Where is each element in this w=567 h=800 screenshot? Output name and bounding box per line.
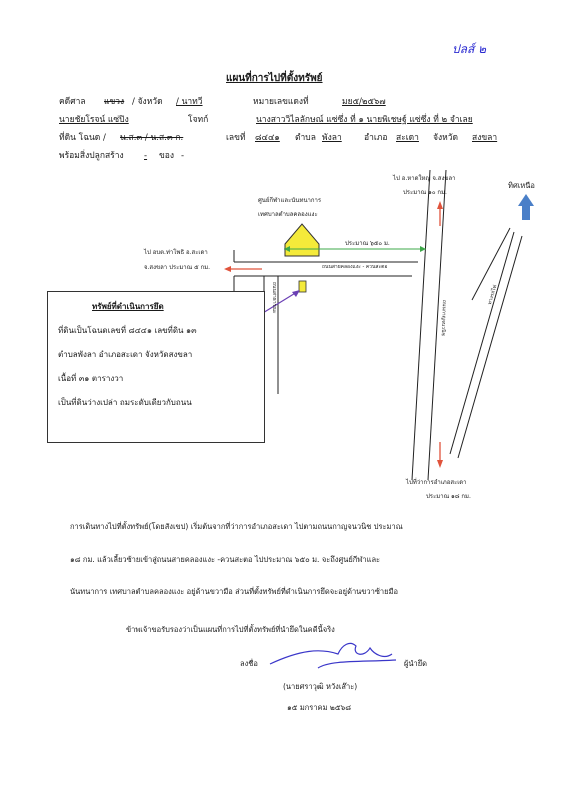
directions-line-3: นันทนาการ เทศบาลตำบลคลองแงะ อยู่ด้านขวามือ ส่วนที่ตั้งทรัพย์ที่ดำเนินการยึดจะอยู่ด้านขวาซ้ายมือ bbox=[70, 587, 398, 596]
buildings-label: พร้อมสิ่งปลูกสร้าง bbox=[59, 151, 124, 161]
distance-label-650: ประมาณ ๖๕๐ ม. bbox=[345, 240, 390, 247]
arrow-north-road-head bbox=[437, 201, 443, 209]
buildings-value: - bbox=[144, 151, 148, 161]
label-district-office: ไปที่ว่าการอำเภอสะเดา bbox=[406, 479, 467, 486]
page-title: แผนที่การไปที่ตั้งทรัพย์ bbox=[226, 73, 323, 84]
page-mark: ปลส์ ๒ bbox=[452, 42, 487, 56]
road-label-khlongngae: ถนนสายคลองแงะ - ควนสะตอ bbox=[322, 264, 388, 270]
signer-role: ผู้นำยึด bbox=[404, 659, 427, 668]
label-thapho-1: ไป อบต.ท่าโพธิ อ.สะเดา bbox=[144, 249, 208, 256]
road-kanchanavanich-left bbox=[412, 170, 430, 480]
subdistrict-label: ตำบล bbox=[295, 133, 316, 143]
land-type-struck: น.ส.๓ / น.ส.๓ ก. bbox=[120, 133, 184, 143]
arrow-west-head bbox=[224, 266, 231, 272]
railway-line-2 bbox=[458, 236, 522, 458]
district-label: อำเภอ bbox=[364, 133, 388, 143]
sign-label: ลงชื่อ bbox=[240, 659, 258, 668]
subdistrict: พังลา bbox=[322, 133, 342, 143]
owner-value: - bbox=[181, 151, 185, 161]
label-hatyai: ไป อ.หาดใหญ่ จ.สงขลา bbox=[393, 175, 456, 182]
defendants: นางสาววิไลลักษณ์ แซ่ซึ่ง ที่ ๑ นายพิเชษฐ์ แซ่ซึ่ง ที่ ๒ จำเลย bbox=[256, 115, 473, 125]
deed-no: ๘๔๔๑ bbox=[255, 133, 280, 143]
court-type: แขวง bbox=[104, 97, 125, 107]
property-box-line-1: ที่ดินเป็นโฉนดเลขที่ ๘๔๔๑ เลขที่ดิน ๑๓ bbox=[58, 326, 197, 335]
pointer-head bbox=[292, 290, 300, 297]
property-info-box bbox=[47, 291, 265, 443]
label-thapho-2: จ.สงขลา ประมาณ ๕ กม. bbox=[144, 264, 211, 271]
case-no-label: หมายเลขแดงที่ bbox=[253, 97, 309, 107]
owner-label: ของ bbox=[159, 151, 175, 161]
directions-line-1: การเดินทางไปที่ตั้งทรัพย์(โดยสังเขป) เริ่มต้นจากที่ว่าการอำเภอสะเดา ไปตามถนนกาญจนวนิช ประมาณ bbox=[70, 522, 403, 531]
railway-label: ทางรถไฟ bbox=[487, 284, 499, 306]
railway-line-1 bbox=[450, 232, 514, 454]
signed-date: ๑๕ มกราคม ๒๕๖๘ bbox=[287, 703, 352, 712]
property-marker bbox=[299, 281, 306, 292]
label-district-office-distance: ประมาณ ๑๘ กม. bbox=[426, 493, 471, 500]
property-box-line-2: ตำบลพังลา อำเภอสะเดา จังหวัดสงขลา bbox=[58, 350, 193, 359]
province: สงขลา bbox=[472, 133, 498, 143]
plaintiff-role: โจทก์ bbox=[188, 115, 209, 125]
property-box-line-4: เป็นที่ดินว่างเปล่า ถมระดับเดียวกับถนน bbox=[58, 398, 192, 407]
signer-name: (นายศราวุฒิ หวังเส๊าะ) bbox=[283, 682, 358, 691]
road-label-kanchanavanich: ถนนกาญจนวนิช bbox=[439, 299, 447, 336]
sports-center-building bbox=[285, 224, 319, 256]
certify-statement: ข้าพเจ้าขอรับรองว่าเป็นแผนที่การไปที่ตั้งทรัพย์ที่นำยึดในคดีนี้จริง bbox=[126, 625, 335, 634]
land-type-label: ที่ดิน โฉนด / bbox=[59, 133, 106, 143]
plaintiff-name: นายชัยโรจน์ แซ่ปิง bbox=[59, 115, 129, 125]
court-place: / นาทวี bbox=[176, 97, 203, 107]
directions-line-2: ๑๘ กม. แล้วเลี้ยวซ้ายเข้าสู่ถนนสายคลองแงะ -ควนสะตอ ไปประมาณ ๖๕๐ ม. จะถึงศูนย์กีฬาและ bbox=[70, 555, 381, 564]
deed-label: เลขที่ bbox=[226, 133, 246, 143]
district: สะเดา bbox=[396, 133, 419, 143]
case-no-value: มย๕/๒๕๖๗ bbox=[342, 97, 386, 107]
center-name-2: เทศบาลตำบลคลองแงะ bbox=[258, 211, 318, 218]
label-hatyai-distance: ประมาณ ๑๐ กม. bbox=[403, 189, 447, 196]
center-name-1: ศูนย์กีฬาและนันทนาการ bbox=[258, 197, 322, 204]
province-label: จังหวัด bbox=[433, 133, 459, 143]
north-arrow-shaft bbox=[522, 204, 530, 220]
property-box-heading: ทรัพย์ที่ดำเนินการยึด bbox=[92, 302, 164, 311]
court-province-label: / จังหวัด bbox=[132, 97, 163, 107]
arrow-south-road-head bbox=[437, 460, 443, 468]
signature bbox=[270, 643, 396, 668]
property-box-line-3: เนื้อที่ ๓๑ ตารางวา bbox=[58, 374, 124, 383]
north-arrow-head bbox=[518, 194, 534, 206]
north-label: ทิศเหนือ bbox=[508, 181, 535, 190]
court-label: คดีศาล bbox=[59, 97, 86, 107]
road-label-side: ถนนสาธารณะ bbox=[271, 282, 277, 314]
